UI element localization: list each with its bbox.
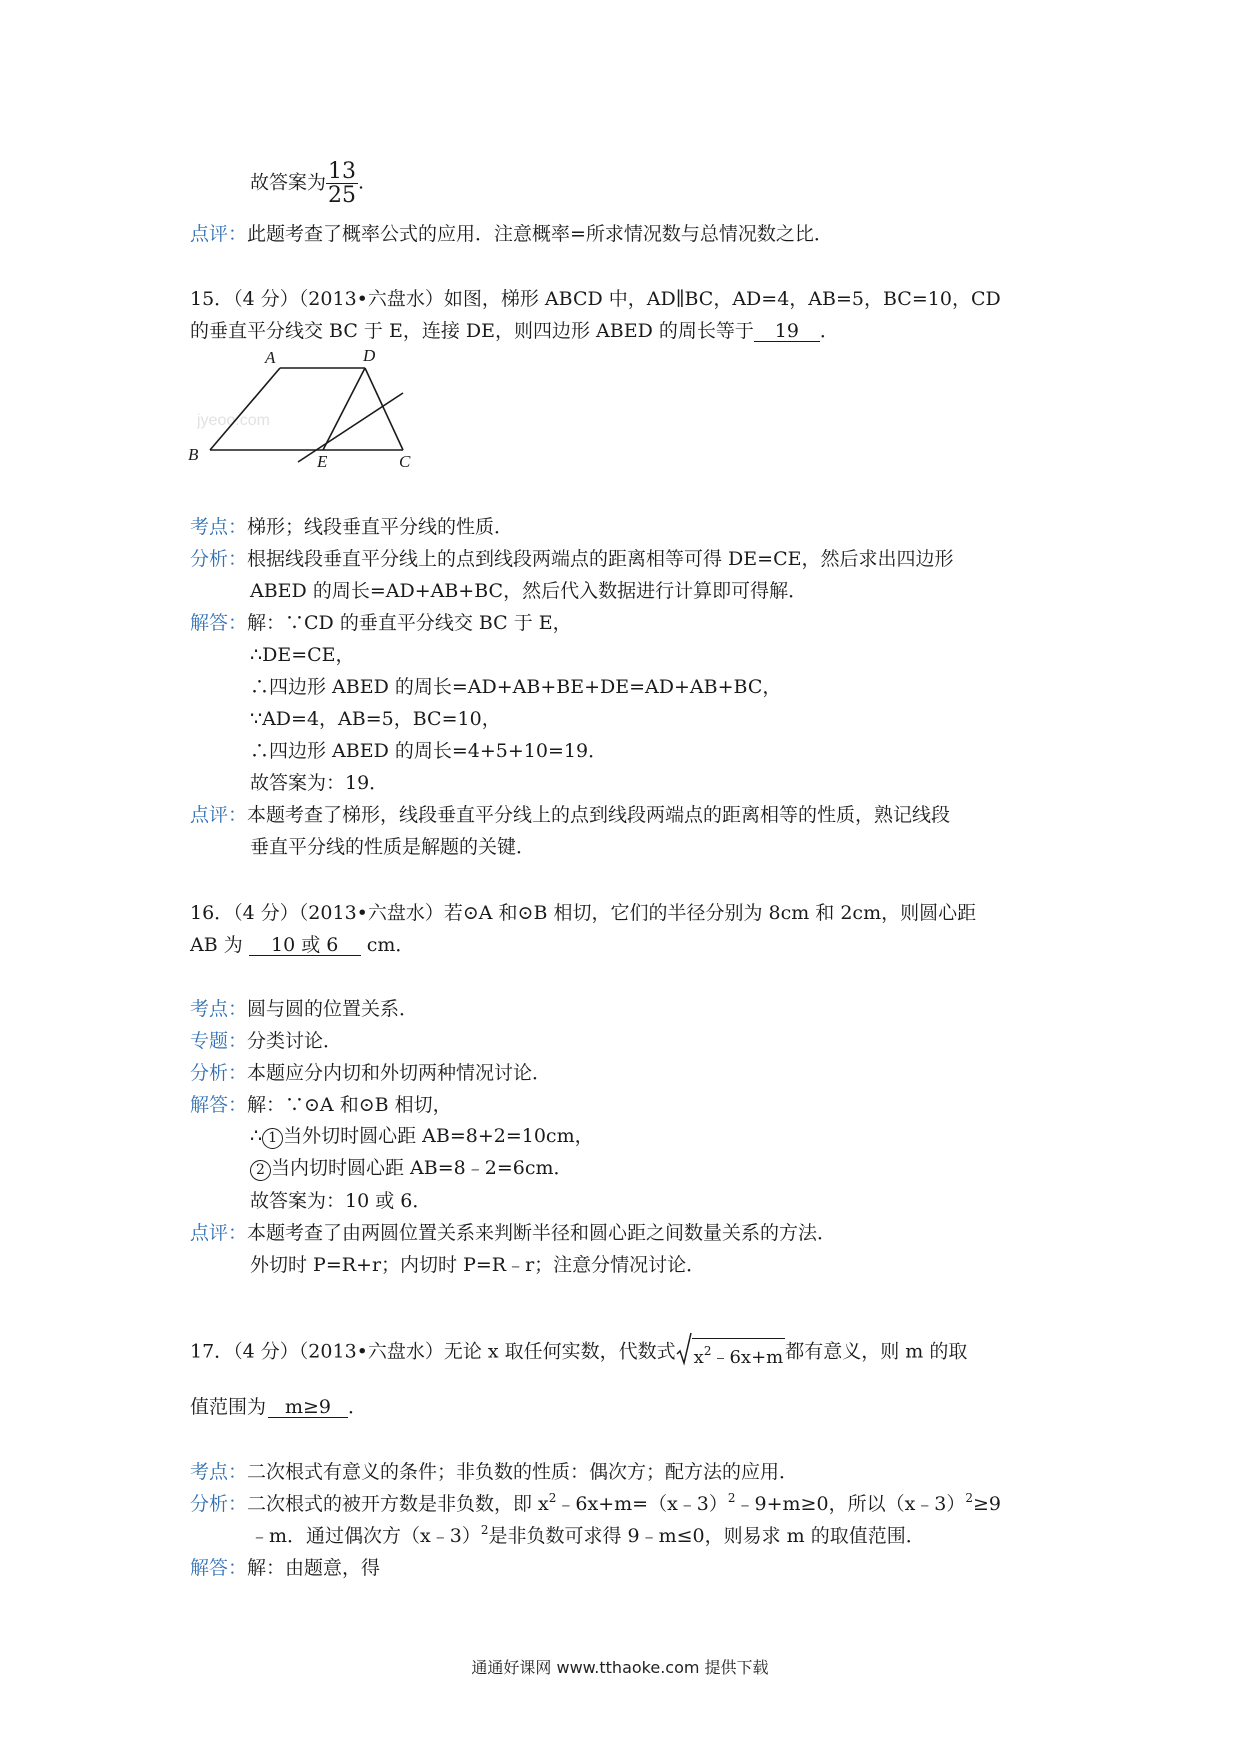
- radicand-x: x: [693, 1347, 704, 1368]
- p15-jieda-4: ∵AD=4，AB=5，BC=10，: [250, 708, 501, 730]
- label-d: D: [363, 346, 376, 365]
- p16-jieda-4: 故答案为：10 或 6．: [250, 1190, 432, 1212]
- perpendicular-bisector: [298, 393, 403, 462]
- fenxi-text: ≥9: [973, 1493, 1002, 1515]
- fenxi-label: 分析：: [190, 1493, 248, 1515]
- fenxi-text: ﹣m．通过偶次方（x﹣3）: [250, 1525, 481, 1547]
- stem-text-end: 都有意义，则 m 的取: [785, 1340, 968, 1363]
- kaodian-text: 二次根式有意义的条件；非负数的性质：偶次方；配方法的应用．: [247, 1461, 799, 1483]
- p16-stem-2: [190, 936, 414, 956]
- pingping-label: 点评：: [190, 1222, 248, 1244]
- comment-text: 此题考查了概率公式的应用．注意概率=所求情况数与总情况数之比．: [247, 223, 833, 245]
- jieda-label: 解答：: [190, 612, 248, 634]
- jieda-text: 解：∵⊙A 和⊙B 相切，: [247, 1094, 452, 1116]
- stem-text: 值范围为: [190, 1396, 267, 1418]
- stem-end: ．: [348, 1396, 368, 1418]
- kaodian-label: 考点：: [190, 998, 248, 1020]
- answer-suffix: .: [358, 171, 365, 194]
- fenxi-label: 分析：: [190, 548, 248, 570]
- p16-pingping-1: [190, 1224, 836, 1243]
- watermark: jyeoo.com: [197, 412, 270, 429]
- fraction: [326, 160, 358, 207]
- p17-stem-1: [190, 1338, 967, 1367]
- radicand-rest: ﹣6x+m: [711, 1347, 784, 1368]
- p17-kaodian: [190, 1463, 798, 1482]
- label-e: E: [317, 452, 328, 471]
- jieda-text: 解：∵CD 的垂直平分线交 BC 于 E，: [247, 612, 572, 634]
- p16-jieda-3: [250, 1159, 573, 1181]
- jieda-text: 解：由题意，得: [247, 1557, 381, 1579]
- fenxi-text: 是非负数可求得 9﹣m≤0，则易求 m 的取值范围．: [488, 1525, 925, 1547]
- p15-jieda-5: ∴四边形 ABED 的周长=4+5+10=19．: [250, 740, 608, 762]
- stem-text: 的垂直平分线交 BC 于 E，连接 DE，则四边形 ABED 的周长等于: [190, 320, 754, 342]
- jieda-label: 解答：: [190, 1557, 248, 1579]
- kaodian-label: 考点：: [190, 1461, 248, 1483]
- p16-jieda-2: [250, 1127, 594, 1149]
- p15-stem-2: [190, 322, 839, 342]
- fenxi-text: 根据线段垂直平分线上的点到线段两端点的距离相等可得 DE=CE，然后求出四边形: [247, 548, 954, 570]
- stem-text: AB 为: [190, 934, 243, 956]
- pingping-text: 本题考查了梯形，线段垂直平分线上的点到线段两端点的距离相等的性质，熟记线段: [247, 804, 951, 826]
- radicand: [692, 1338, 786, 1367]
- fenxi-label: 分析：: [190, 1062, 248, 1084]
- label-b: B: [188, 445, 199, 464]
- p17-fenxi-2: [250, 1523, 925, 1547]
- p15-jieda-3: ∴四边形 ABED 的周长=AD+AB+BE+DE=AD+AB+BC，: [250, 676, 782, 698]
- pingping-label: 点评：: [190, 804, 248, 826]
- jieda-label: 解答：: [190, 1094, 248, 1116]
- stem-end: ．: [819, 320, 839, 342]
- trapezoid-figure: [185, 345, 415, 475]
- answer-blank: 19: [754, 322, 820, 342]
- p15-pingping-2: 垂直平分线的性质是解题的关键．: [250, 836, 536, 858]
- fenxi-text: ﹣9+m≥0，所以（x﹣3）: [735, 1493, 966, 1515]
- p17-fenxi-1: [190, 1491, 1002, 1515]
- exponent: 2: [965, 1491, 974, 1505]
- label-a: A: [265, 348, 276, 367]
- answer-blank: 10 或 6: [249, 936, 361, 956]
- p15-stem-1: 15．（4 分）（2013•六盘水）如图，梯形 ABCD 中，AD∥BC，AD=4，AB=5，BC=10，CD: [190, 288, 1001, 310]
- circled-number-2: 2: [250, 1160, 271, 1181]
- fraction-numerator: 13: [328, 159, 357, 184]
- kaodian-text: 圆与圆的位置关系．: [247, 998, 419, 1020]
- p15-fenxi-1: [190, 550, 954, 569]
- fraction-denominator: 25: [328, 183, 357, 209]
- fenxi-text: 二次根式的被开方数是非负数，即 x: [247, 1493, 549, 1515]
- p15-jieda-6: 故答案为：19．: [250, 772, 389, 794]
- radical-expression: [676, 1338, 786, 1367]
- p15-jieda-1: [190, 614, 572, 633]
- stem-end: cm．: [366, 934, 415, 956]
- p15-jieda-2: ∴DE=CE，: [250, 644, 355, 666]
- fenxi-text: 本题应分内切和外切两种情况讨论．: [247, 1062, 552, 1084]
- kaodian-text: 梯形；线段垂直平分线的性质．: [247, 516, 514, 538]
- p16-fenxi: [190, 1064, 551, 1083]
- p17-jieda: [190, 1559, 380, 1578]
- answer-blank: m≥9: [268, 1398, 348, 1418]
- label-c: C: [399, 452, 411, 471]
- side-ab: [210, 368, 280, 450]
- p16-zhuanti: [190, 1032, 342, 1051]
- p16-jieda-1: [190, 1096, 452, 1115]
- stem-text: 17．（4 分）（2013•六盘水）无论 x 取任何实数，代数式: [190, 1340, 676, 1363]
- p16-stem-1: 16．（4 分）（2013•六盘水）若⊙A 和⊙B 相切，它们的半径分别为 8cm 和 2cm，则圆心距: [190, 902, 977, 924]
- comment-label: 点评：: [190, 223, 248, 245]
- answer-prefix: 故答案为: [250, 171, 327, 194]
- jieda-text: 当外切时圆心距 AB=8+2=10cm，: [283, 1125, 594, 1147]
- radical-sign-icon: [676, 1332, 692, 1366]
- zhuanti-text: 分类讨论．: [247, 1030, 343, 1052]
- jieda-text: 当内切时圆心距 AB=8﹣2=6cm．: [271, 1157, 573, 1179]
- p15-fenxi-2: ABED 的周长=AD+AB+BC，然后代入数据进行计算即可得解．: [250, 580, 808, 602]
- pingping-text: 本题考查了由两圆位置关系来判断半径和圆心距之间数量关系的方法．: [247, 1222, 837, 1244]
- p16-kaodian: [190, 1000, 418, 1019]
- exponent: 2: [548, 1491, 557, 1505]
- therefore-symbol: ∴: [250, 1125, 263, 1147]
- segment-de: [323, 368, 365, 450]
- side-dc: [365, 368, 403, 450]
- kaodian-label: 考点：: [190, 516, 248, 538]
- p16-pingping-2: 外切时 P=R+r；内切时 P=R﹣r；注意分情况讨论．: [250, 1254, 706, 1276]
- answer-line-14: [250, 160, 364, 207]
- exponent: 2: [480, 1523, 489, 1537]
- p17-stem-2: [190, 1398, 367, 1418]
- fenxi-text: ﹣6x+m=（x﹣3）: [556, 1493, 728, 1515]
- exponent: 2: [727, 1491, 736, 1505]
- radicand-exponent: 2: [703, 1344, 712, 1358]
- p15-pingping-1: [190, 806, 950, 825]
- circled-number-1: 1: [262, 1128, 283, 1149]
- p15-kaodian: [190, 518, 513, 537]
- zhuanti-label: 专题：: [190, 1030, 248, 1052]
- comment-14: [190, 225, 833, 244]
- footer: 通通好课网 www.tthaoke.com 提供下载: [471, 1658, 769, 1677]
